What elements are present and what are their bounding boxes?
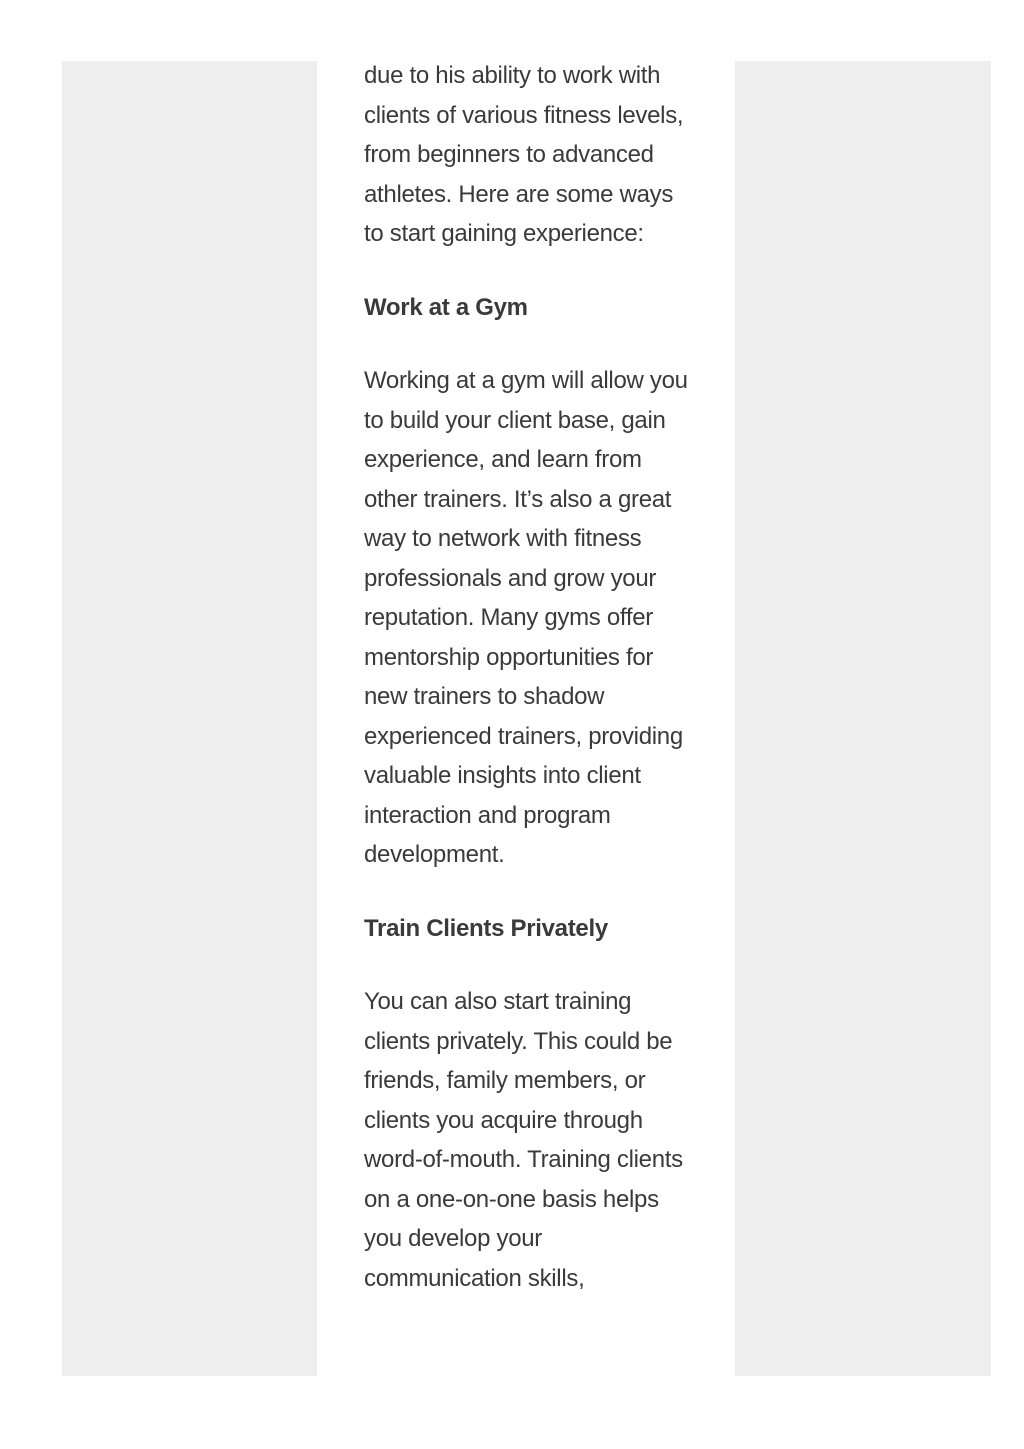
- section-body-work-at-a-gym: Working at a gym will allow you to build your client base, gain experience, and learn from other trainers. It’s also a great way to network with fitness professionals and grow your reputation. Many gyms offer mentorship opportunities for new trainers to shadow experienced trainers, providing valuable insights into client interaction and program development.: [364, 367, 688, 868]
- intro-paragraph: due to his ability to work with clients of various fitness levels, from beginners to advanced athletes. Here are some ways to start gaining experience:: [364, 62, 684, 247]
- section-body-train-clients-privately: You can also start training clients privately. This could be friends, family members, or clients you acquire through word-of-mouth. Training clients on a one-on-one basis helps you develop your communication skills,: [364, 988, 683, 1292]
- section-heading-train-clients-privately: Train Clients Privately: [364, 914, 608, 942]
- left-sidebar: [62, 61, 317, 1376]
- section-heading-work-at-a-gym: Work at a Gym: [364, 293, 528, 321]
- article-content: [364, 56, 694, 1376]
- right-sidebar: [735, 61, 991, 1376]
